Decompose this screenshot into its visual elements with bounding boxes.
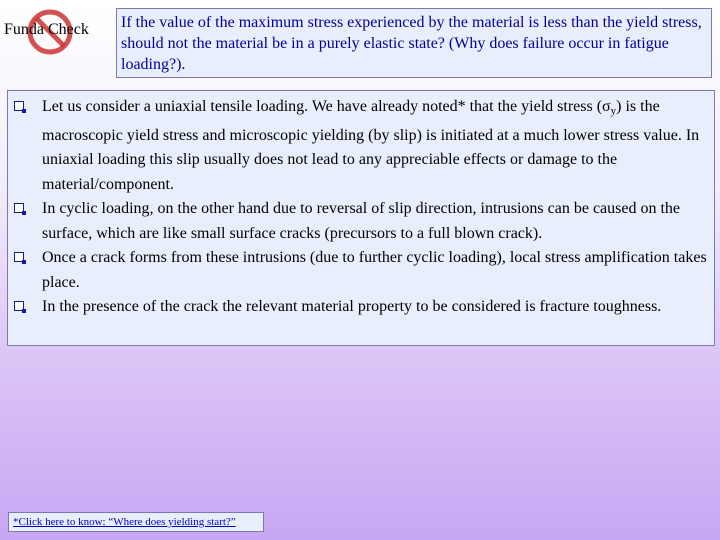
bullet-list	[14, 95, 710, 320]
funda-check-badge	[4, 8, 112, 54]
question-text: If the value of the maximum stress experienced by the material is less than the yield stress, should not the material be in a purely elastic state? (Why does failure occur in fatigue loading?).	[121, 14, 702, 73]
funda-check-label: Funda Check	[4, 21, 89, 38]
bullet-item: In cyclic loading, on the other hand due to reversal of slip direction, intrusions can be caused on the surface, which are like small surface cracks (precursors to a full blown crack).	[14, 197, 710, 246]
subscript-y: y	[610, 105, 617, 117]
yielding-start-link[interactable]: *Click here to know: “Where does yielding start?”	[13, 516, 236, 528]
square-bullet-icon	[14, 252, 24, 262]
footnote-link-box	[8, 512, 264, 532]
bullet-item: In the presence of the crack the relevant material property to be considered is fracture toughness.	[14, 295, 710, 320]
square-bullet-icon	[14, 301, 24, 311]
question-box	[116, 8, 712, 78]
bullet-item: Once a crack forms from these intrusions (due to further cyclic loading), local stress amplification takes place.	[14, 246, 710, 295]
explanation-box	[7, 90, 715, 346]
square-bullet-icon	[14, 101, 24, 111]
square-bullet-icon	[14, 203, 24, 213]
bullet-item: Let us consider a uniaxial tensile loading. We have already noted* that the yield stress $(\sigma_y)$ is the macroscopic yield stress and microscopic yielding (by slip) is initiated at a much lower stress value. In uniaxial loading this slip usually does not lead to any appreciable effects or damage to the material/component.	[14, 95, 710, 197]
sigma-symbol: σ	[602, 98, 611, 115]
